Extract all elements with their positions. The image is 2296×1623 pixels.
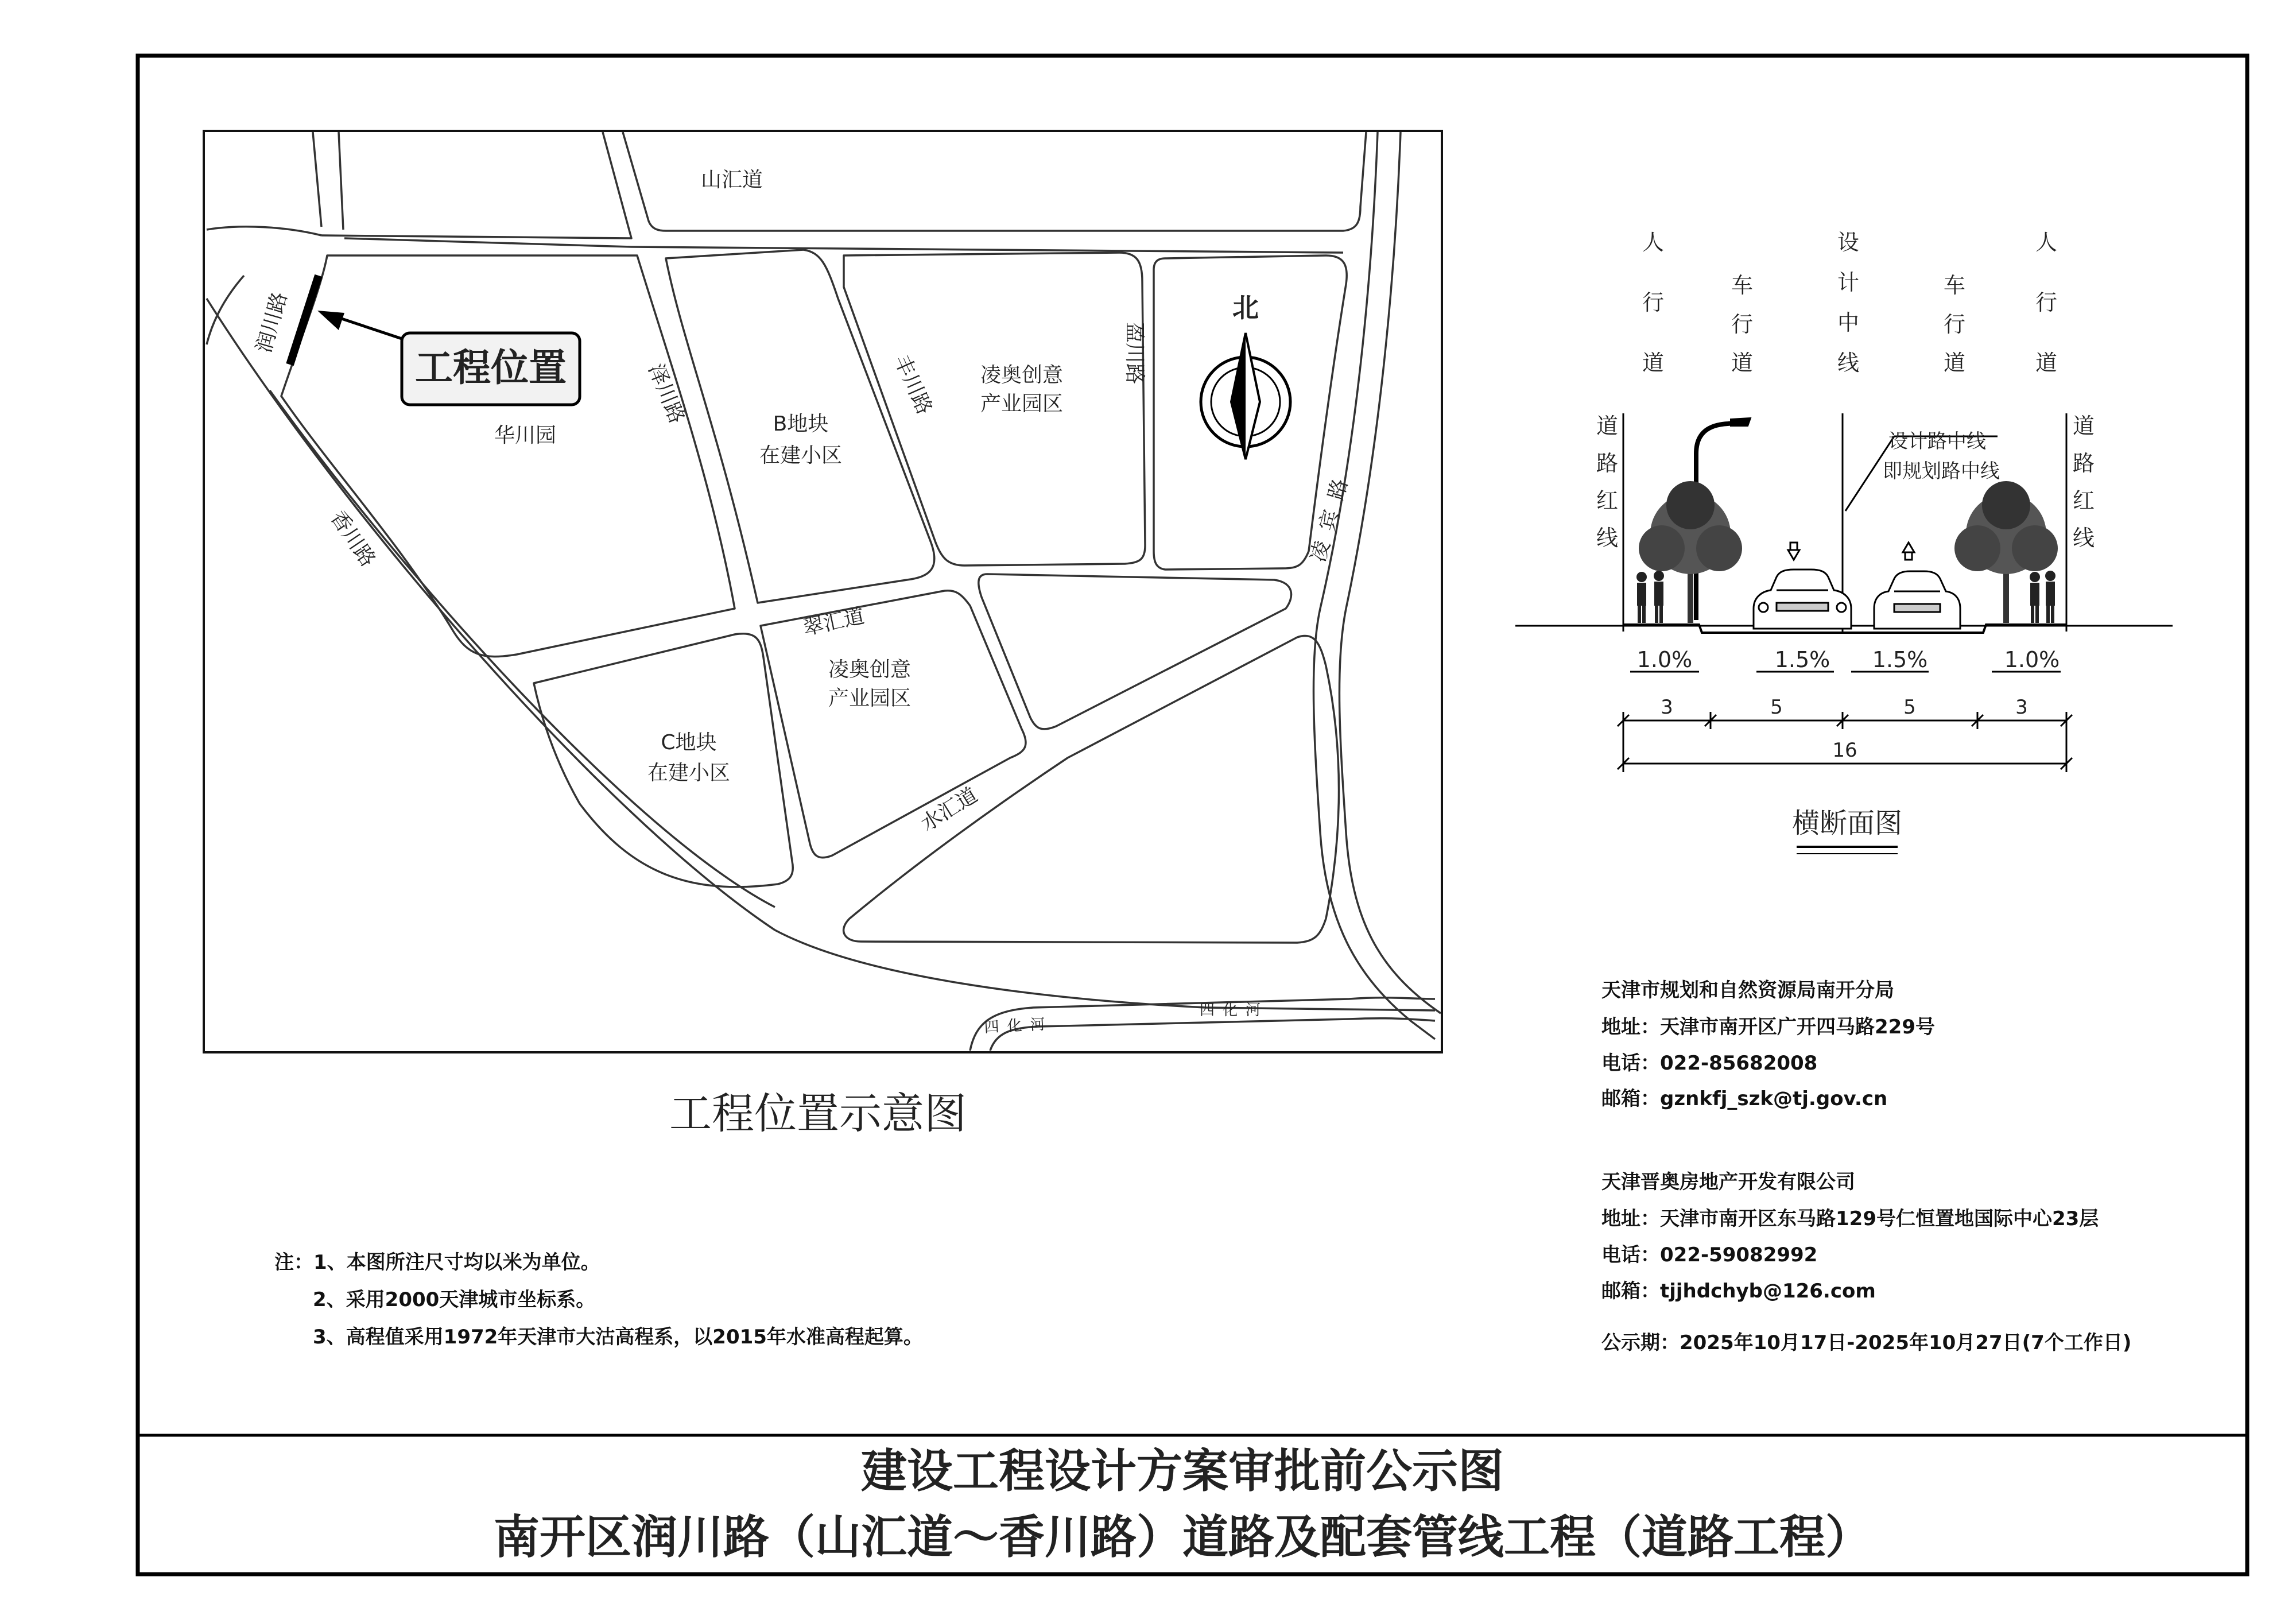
- north-arrow-icon: [1201, 292, 1290, 459]
- svg-text:道: 道: [2072, 413, 2095, 439]
- svg-text:车: 车: [1731, 273, 1754, 298]
- svg-text:路: 路: [1596, 451, 1619, 476]
- publicity-period: 公示期：2025年10月17日-2025年10月27日(7个工作日): [1601, 1331, 2132, 1354]
- label-yingchuan-road: 盈川路: [1123, 321, 1146, 385]
- heading-sidewalk-left: [1642, 230, 1664, 375]
- label-lingao-1-sub: 产业园区: [980, 392, 1064, 416]
- center-note-2: 即规划路中线: [1883, 460, 2000, 483]
- river-edge: [990, 1018, 1435, 1051]
- label-xiangchuan-road: 香川路: [325, 506, 380, 571]
- org2-address: 地址：天津市南开区东马路129号仁恒置地国际中心23层: [1601, 1207, 2099, 1230]
- org2-phone: 电话：022-59082992: [1601, 1244, 1818, 1266]
- slope-1: 1.0%: [1636, 647, 1693, 672]
- label-lingao-2-sub: 产业园区: [828, 687, 912, 710]
- road-edge: [270, 390, 775, 907]
- cross-section: [1515, 230, 2173, 854]
- svg-text:行: 行: [2035, 290, 2058, 315]
- width-1: 3: [1661, 696, 1673, 719]
- car-left-icon: [1754, 570, 1851, 629]
- center-note-1: 设计路中线: [1888, 430, 1986, 453]
- label-lingao-2: 凌奥创意: [828, 658, 912, 681]
- label-runchuan-road: 润川路: [252, 289, 292, 356]
- map-caption: 工程位置示意图: [669, 1089, 967, 1138]
- org1-address: 地址：天津市南开区广开四马路229号: [1601, 1016, 1935, 1039]
- note-2: 2、采用2000天津城市坐标系。: [313, 1288, 596, 1311]
- direction-up-icon: [1903, 543, 1914, 560]
- svg-text:道: 道: [1731, 350, 1754, 375]
- direction-down-icon: [1788, 543, 1799, 560]
- svg-text:中: 中: [1837, 310, 1860, 335]
- svg-text:红: 红: [2072, 488, 2095, 513]
- location-map: [204, 131, 1442, 1138]
- label-huachuan: 华川园: [494, 424, 557, 447]
- org1-phone: 电话：022-85682008: [1601, 1052, 1818, 1075]
- map-border: [204, 131, 1442, 1052]
- block-southeast: [844, 636, 1339, 943]
- label-sihua-river-1: 四化河: [983, 1015, 1054, 1037]
- notes: [274, 1251, 923, 1349]
- width-2: 5: [1770, 696, 1783, 719]
- road-edge: [207, 227, 321, 235]
- north-label: 北: [1232, 292, 1259, 323]
- svg-text:线: 线: [2072, 525, 2095, 551]
- svg-text:道: 道: [2035, 350, 2058, 375]
- label-lingao-1: 凌奥创意: [980, 363, 1064, 387]
- heading-redline-left: [1596, 413, 1618, 551]
- width-4: 3: [2015, 696, 2028, 719]
- svg-text:线: 线: [1596, 525, 1619, 551]
- label-shanhui-road: 山汇道: [700, 168, 763, 192]
- road-edge: [321, 132, 631, 238]
- svg-text:路: 路: [2072, 451, 2095, 476]
- svg-text:行: 行: [1731, 312, 1754, 337]
- pedestrians-left-icon: [1636, 571, 1664, 623]
- svg-text:人: 人: [2035, 230, 2058, 255]
- car-right-icon: [1874, 571, 1960, 629]
- road-edge: [339, 132, 343, 230]
- project-location-label: 工程位置: [415, 346, 567, 390]
- svg-text:车: 车: [1943, 273, 1966, 298]
- svg-text:线: 线: [1837, 350, 1860, 375]
- block-huachuan: [281, 255, 735, 657]
- label-c-block-sub: 在建小区: [647, 761, 731, 785]
- org1-name: 天津市规划和自然资源局南开分局: [1601, 979, 1894, 1002]
- contacts: [1601, 979, 2131, 1354]
- tree-right-icon: [1954, 481, 2058, 623]
- org2-name: 天津晋奥房地产开发有限公司: [1601, 1171, 1855, 1194]
- road-edge: [1339, 132, 1441, 1013]
- label-lingbin-road: 凌宾路: [1306, 465, 1356, 565]
- road-edge: [207, 276, 244, 344]
- heading-sidewalk-right: [2035, 230, 2057, 375]
- pedestrians-right-icon: [2030, 571, 2055, 623]
- block-c: [534, 634, 793, 887]
- label-sihua-river-2: 四化河: [1199, 1002, 1269, 1019]
- label-zechuan-road: 泽川路: [643, 360, 689, 427]
- label-fengchuan-road: 丰川路: [889, 351, 937, 418]
- note-3: 3、高程值采用1972年天津市大沽高程系，以2015年水准高程起算。: [313, 1326, 923, 1349]
- label-shuihui-road: 水汇道: [917, 783, 982, 836]
- leader-arrowhead: [317, 311, 344, 330]
- heading-lane-left: [1731, 273, 1753, 375]
- block-lingao-2: [761, 591, 1026, 858]
- svg-text:道: 道: [1943, 350, 1966, 375]
- svg-text:行: 行: [1642, 290, 1665, 315]
- slope-3: 1.5%: [1872, 647, 1928, 672]
- heading-redline-right: [2073, 413, 2095, 551]
- title-line-1: 建设工程设计方案审批前公示图: [861, 1444, 1504, 1498]
- section-caption: 横断面图: [1791, 807, 1903, 839]
- road-edge: [313, 132, 321, 227]
- block-east: [979, 574, 1292, 729]
- width-total: 16: [1832, 739, 1857, 762]
- road-edge: [1313, 132, 1435, 1039]
- org1-email: 邮箱：gznkfj_szk@tj.gov.cn: [1601, 1087, 1888, 1110]
- label-b-block: B地块: [773, 412, 829, 436]
- title-line-2: 南开区润川路（山汇道～香川路）道路及配套管线工程（道路工程）: [494, 1510, 1871, 1564]
- label-b-block-sub: 在建小区: [759, 444, 843, 467]
- svg-text:设: 设: [1837, 230, 1860, 255]
- svg-text:计: 计: [1837, 270, 1860, 295]
- road-edge: [344, 238, 1343, 253]
- width-3: 5: [1903, 696, 1916, 719]
- label-c-block: C地块: [661, 731, 717, 754]
- label-cuihui-road: 翠汇道: [801, 604, 867, 641]
- heading-lane-right: [1944, 273, 1965, 375]
- slope-2: 1.5%: [1774, 647, 1830, 672]
- svg-text:红: 红: [1596, 488, 1619, 513]
- note-1: 注：1、本图所注尺寸均以米为单位。: [274, 1251, 600, 1274]
- svg-text:道: 道: [1642, 350, 1665, 375]
- svg-text:人: 人: [1642, 230, 1665, 255]
- svg-text:行: 行: [1943, 312, 1966, 337]
- slope-4: 1.0%: [2004, 647, 2060, 672]
- svg-text:道: 道: [1596, 413, 1619, 439]
- heading-centerline: [1837, 230, 1859, 375]
- title-block: [494, 1444, 1871, 1564]
- project-segment: [290, 276, 319, 365]
- org2-email: 邮箱：tjjhdchyb@126.com: [1601, 1280, 1876, 1303]
